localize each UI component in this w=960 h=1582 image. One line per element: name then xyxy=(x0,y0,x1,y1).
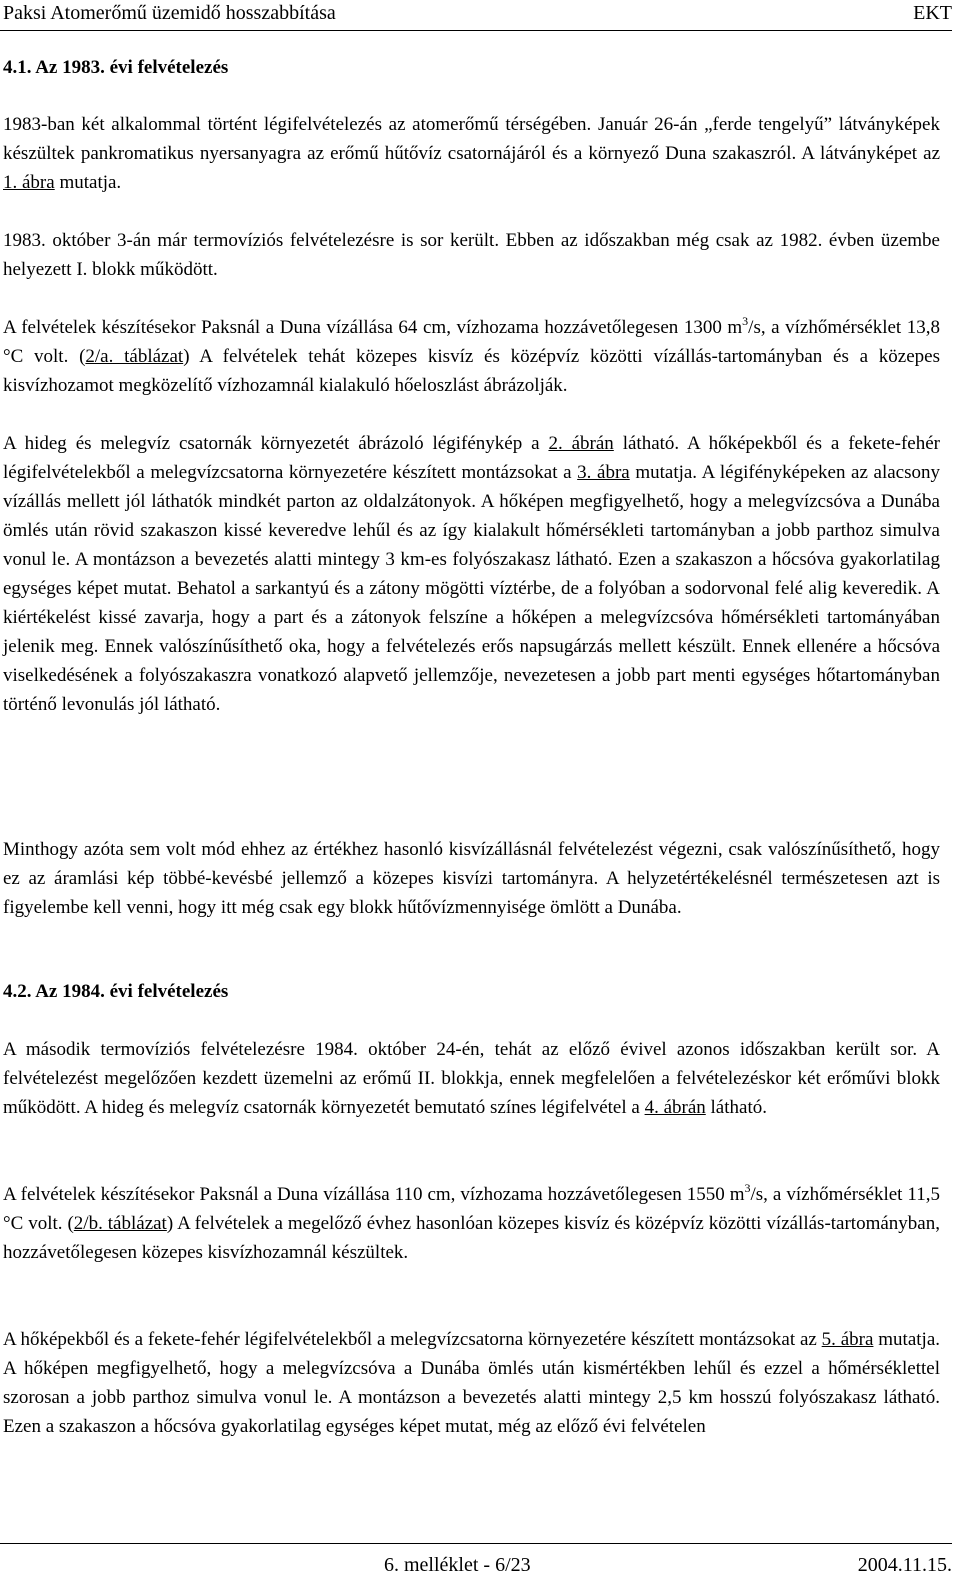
text-run: 1983-ban két alkalommal történt légifelvételezés az atomerőmű térségében. Január 26-án „ferde tengelyű” látványképek készültek pankromatikus nyersanyagra az erőmű hűtővíz csatornájáról és a környező Duna szakaszról. A látványképet az xyxy=(3,114,940,164)
section-heading-1983: 4.1. Az 1983. évi felvételezés xyxy=(3,57,229,78)
header-title: Paksi Atomerőmű üzemidő hosszabbítása xyxy=(3,2,336,24)
text-run: mutatja. xyxy=(54,172,122,193)
text-run: /s, a vízhőmérséklet 11,5 °C volt. ( xyxy=(3,1184,940,1234)
text-run: /s, a vízhőmérséklet 13,8 °C volt. ( xyxy=(3,317,940,367)
figure-link-3[interactable]: 3. ábra xyxy=(577,462,630,483)
paragraph xyxy=(3,429,940,719)
page-footer xyxy=(0,1543,952,1582)
superscript: 3 xyxy=(742,314,749,328)
paragraph: 1983. október 3-án már termovíziós felvételezésre is sor került. Ebben az időszakban még csak az 1982. évben üzembe helyezett I. blokk működött. xyxy=(3,230,940,280)
header-org: EKT xyxy=(913,2,952,24)
paragraph xyxy=(3,110,940,197)
text-run: A hőképekből és a fekete-fehér légifelvételekből a melegvízcsatorna környezetére készített montázsokat az xyxy=(3,1329,822,1350)
text-run: A hideg és melegvíz csatornák környezetét ábrázoló légifénykép a xyxy=(3,433,549,454)
text-run: A felvételek készítésekor Paksnál a Duna vízállása 64 cm, vízhozama hozzávetőlegesen 1300 m xyxy=(3,317,743,338)
section-heading-1984: 4.2. Az 1984. évi felvételezés xyxy=(3,981,229,1002)
page-header xyxy=(0,0,952,31)
paragraph xyxy=(3,1035,940,1122)
text-run: látható. xyxy=(705,1097,767,1118)
text-run: ) A felvételek tehát közepes kisvíz és középvíz közötti vízállás-tartományban és a közepes kisvízhozamot megközelítő vízhozamnál kialakuló hőeloszlást ábrázolják. xyxy=(3,346,940,396)
figure-link-5[interactable]: 5. ábra xyxy=(821,1329,874,1350)
page-number: 6. melléklet - 6/23 xyxy=(384,1554,531,1576)
text-run: látható. A hőképekből és a fekete-fehér légifelvételekből a melegvízcsatorna környezetére készített montázsokat a xyxy=(3,433,940,483)
paragraph: Minthogy azóta sem volt mód ehhez az értékhez hasonló kisvízállásnál felvételezést végezni, csak valószínűsíthető, hogy ez az áramlási kép többé-kevésbé jellemző a közepes kisvízi tartományra. A helyzetértékelésnél természetesen azt is figyelembe kell venni, hogy itt még csak egy blokk hűtővízmennyisége ömlött a Dunába. xyxy=(3,839,940,918)
text-run: mutatja. A hőképen megfigyelhető, hogy a melegvízcsóva a Dunába ömlés után kismértékben lehűl és ezzel a hőmérséklettel szorosan a jobb parthoz simulva vonul le. A montázson a bevezetés alatti mintegy 2,5 km hosszú folyószakasz látható. Ezen a szakaszon a hőcsóva gyakorlatilag egységes képet mutat, még az előző évi felvételen xyxy=(3,1329,941,1437)
footer-date: 2004.11.15. xyxy=(857,1554,952,1576)
figure-link-1[interactable]: 1. ábra xyxy=(3,172,55,193)
figure-link-4[interactable]: 4. ábrán xyxy=(644,1097,706,1118)
text-run: A második termovíziós felvételezésre 1984. október 24-én, tehát az előző évivel azonos időszakban került sor. A felvételezést megelőzően kezdett üzemelni az erőmű II. blokkja, ennek megfelelően a felvételezéskor két erőművi blokk működött. A hideg és melegvíz csatornák környezetét bemutató színes légifelvétel a xyxy=(3,1039,940,1118)
paragraph xyxy=(3,313,940,400)
text-run: ) A felvételek a megelőző évhez hasonlóan közepes kisvíz és középvíz közötti vízállás-tartományban, hozzávetőlegesen közepes kisvízhozamnál készültek. xyxy=(3,1213,940,1263)
superscript: 3 xyxy=(744,1181,751,1195)
figure-link-2[interactable]: 2. ábrán xyxy=(548,433,614,454)
text-run: mutatja. A légifényképeken az alacsony vízállás mellett jól láthatók mindkét parton az oldalzátonyok. A hőképen megfigyelhető, hogy a melegvízcsóva a Dunába ömlés után rövid szakaszon kissé keveredve lehűl és az így kialakult hőmérsékleti tartományban a jobb parthoz simulva vonul le. A montázson a bevezetés alatti mintegy 3 km-es folyószakasz látható. Ezen a szakaszon a hőcsóva gyakorlatilag egységes képet mutat. Behatol a sarkantyú és a zátony mögötti víztérbe, de a folyóban a sodorvonal felé alig keveredik. A kiértékelést kissé zavarja, hogy a part és a zátonyok felszíne a hőképen a melegvízcsóva hőmérsékleti tartományában jelenik meg. Ennek valószínűsíthető oka, hogy a felvételezés erős napsugárzás mellett készült. Ennek ellenére a hőcsóva viselkedésének a folyószakaszra vonatkozó alapvető jellemzője, nevezetesen a jobb part menti egységes hőtartományban történő levonulás jól látható. xyxy=(3,462,940,715)
table-link-2a[interactable]: 2/a. táblázat xyxy=(85,346,184,367)
text-run: A felvételek készítésekor Paksnál a Duna vízállása 110 cm, vízhozama hozzávetőlegesen 1550 m xyxy=(3,1184,745,1205)
paragraph xyxy=(3,1180,940,1267)
table-link-2b[interactable]: 2/b. táblázat xyxy=(73,1213,167,1234)
paragraph xyxy=(3,1325,940,1441)
